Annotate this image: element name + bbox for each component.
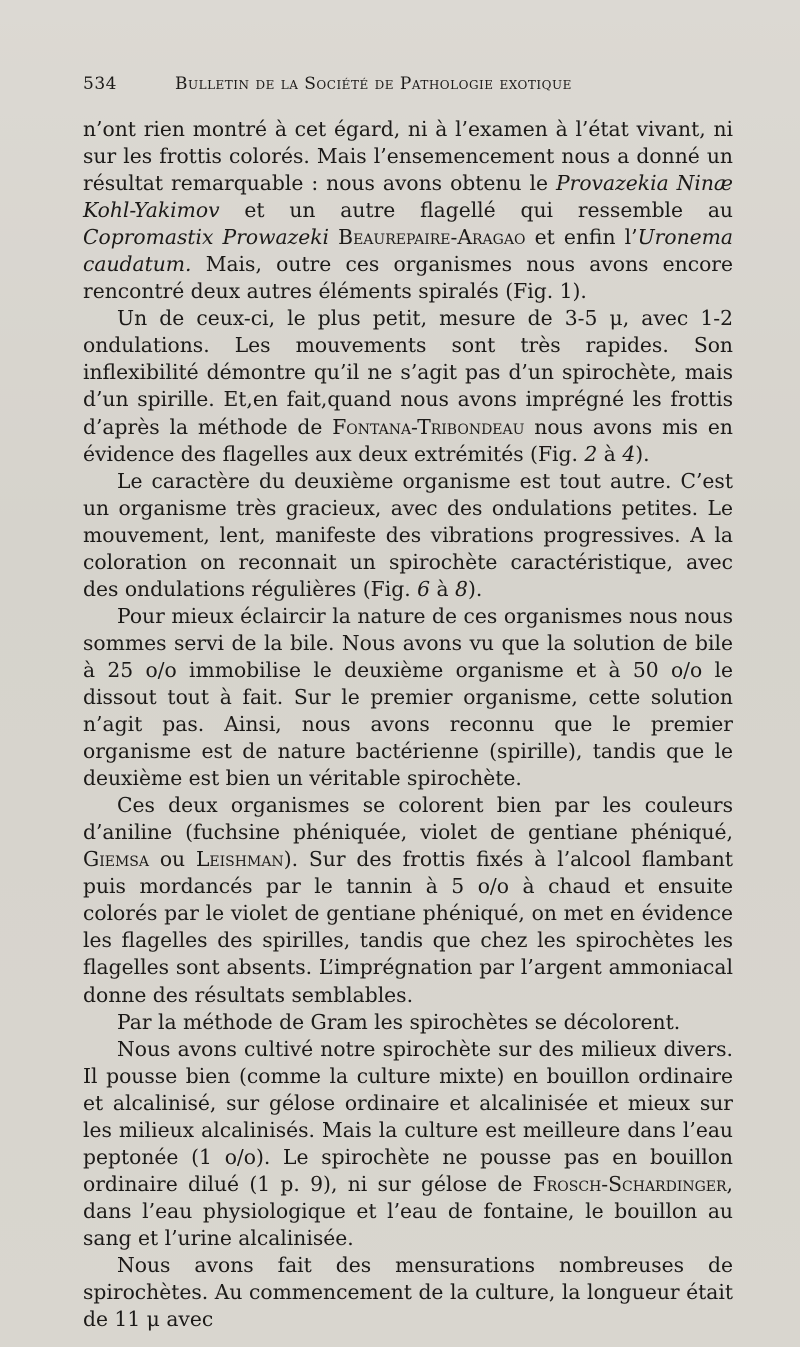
running-header bbox=[83, 74, 733, 94]
running-head-title: Bulletin de la Société de Pathologie exotique bbox=[175, 74, 572, 94]
author-name: Beaurepaire-Aragao bbox=[338, 225, 526, 250]
text-run: Mais, outre ces organismes nous avons encore rencontré deux autres éléments spiralés (Fig. 1). bbox=[83, 252, 733, 304]
paragraph-p5 bbox=[83, 792, 733, 1008]
author-name: Leishman bbox=[195, 847, 284, 872]
text-run: Le caractère du deuxième organisme est tout autre. C’est un organisme très gracieux, avec des ondulations petites. Le mouvement, lent, manifeste des vibrations progressives. A la coloration on reconnait un spirochète caractéristique, avec des ondulations régulières (Fig. bbox=[83, 468, 733, 601]
text-run: Par la méthode de Gram les spirochètes se décolorent. bbox=[117, 1009, 681, 1034]
text-run: nous avons mis en évidence des flagelles aux deux extrémités (Fig. bbox=[83, 414, 733, 466]
italic-term: 6 bbox=[417, 576, 431, 601]
italic-term: 8 bbox=[455, 576, 468, 601]
text-run bbox=[329, 225, 338, 249]
author-name: Fontana-Tribondeau bbox=[332, 414, 525, 439]
text-run: ). bbox=[635, 441, 650, 466]
text-run: n’ont rien montré à cet égard, ni à l’examen à l’état vivant, ni sur les frottis colorés. Mais l’ensemencement nous a donné un résultat remarquable : nous avons obtenu le bbox=[83, 117, 733, 196]
page-number: 534 bbox=[83, 74, 117, 94]
italic-term: Copromastix Prowazeki bbox=[83, 225, 330, 250]
paragraph-p2 bbox=[83, 305, 733, 467]
text-run: Un de ceux-ci, le plus petit, mesure de 3-5 μ, avec 1-2 ondulations. Les mouvements sont très rapides. Son inflexibilité démontre qu’il ne s’agit pas d’un spirochète, mais d’un spirille. Et,en fait,quand nous avons imprégné les frottis d’après la méthode de bbox=[83, 306, 733, 439]
text-run: Ces deux organismes se colorent bien par les couleurs d’aniline (fuchsine phéniquée, violet de gentiane phéniqué, bbox=[83, 793, 733, 845]
text-run: ou bbox=[149, 847, 196, 872]
text-run: et enfin l’ bbox=[525, 225, 638, 250]
text-run: ). bbox=[467, 576, 483, 601]
text-run: à bbox=[430, 576, 456, 601]
text-run: et un autre flagellé qui ressemble au bbox=[219, 198, 733, 223]
text-run: Nous avons fait des mensurations nombreuses de spirochètes. Au commencement de la culture, la longueur était de 11 μ avec bbox=[83, 1252, 733, 1332]
text-run: ). Sur des frottis fixés à l’alcool flambant puis mordancés par le tannin à 5 o/o à chaud et ensuite colorés par le violet de gentiane phéniqué, on met en évidence les flagelles des spirilles, tandis que chez les spirochètes les flagelles sont absents. L’imprégnation par l’argent ammoniacal donne des résultats semblables. bbox=[83, 847, 733, 1007]
paragraph-p7 bbox=[83, 1036, 733, 1252]
author-name: Frosch-Schardinger bbox=[532, 1171, 727, 1196]
paragraph-p1 bbox=[83, 116, 733, 305]
paragraph-p6 bbox=[83, 1009, 733, 1036]
author-name: Giemsa bbox=[83, 847, 149, 872]
text-run: Nous avons cultivé notre spirochète sur des milieux divers. Il pousse bien (comme la culture mixte) en bouillon ordinaire et alcalinisé, sur gélose ordinaire et alcalinisée et mieux sur les milieux alcalinisés. Mais la culture est meilleure dans l’eau peptonée (1 o/o). Le spirochète ne pousse pas en bouillon ordinaire dilué (1 p. 9), ni sur gélose de bbox=[83, 1036, 733, 1196]
text-run: à bbox=[597, 441, 623, 466]
italic-term: Uronema caudatum. bbox=[83, 225, 733, 277]
italic-term: 4 bbox=[622, 441, 636, 466]
body-text bbox=[83, 116, 733, 1333]
paragraph-p4 bbox=[83, 603, 733, 792]
paragraph-p8 bbox=[83, 1252, 733, 1333]
italic-term: Provazekia Ninæ Kohl-Yakimov bbox=[83, 171, 733, 223]
paragraph-p3 bbox=[83, 468, 733, 603]
text-run: Pour mieux éclaircir la nature de ces organismes nous nous sommes servi de la bile. Nous avons vu que la solution de bile à 25 o/o immobilise le deuxième organisme et à 50 o/o le dissout tout à fait. Sur le premier organisme, cette solution n’agit pas. Ainsi, nous avons reconnu que le premier organisme est de nature bactérienne (spirille), tandis que le deuxième est bien un véritable spirochète. bbox=[83, 603, 733, 791]
text-run: , dans l’eau physiologique et l’eau de fontaine, le bouillon au sang et l’urine alcalinisée. bbox=[83, 1171, 733, 1250]
italic-term: 2 bbox=[584, 441, 598, 466]
